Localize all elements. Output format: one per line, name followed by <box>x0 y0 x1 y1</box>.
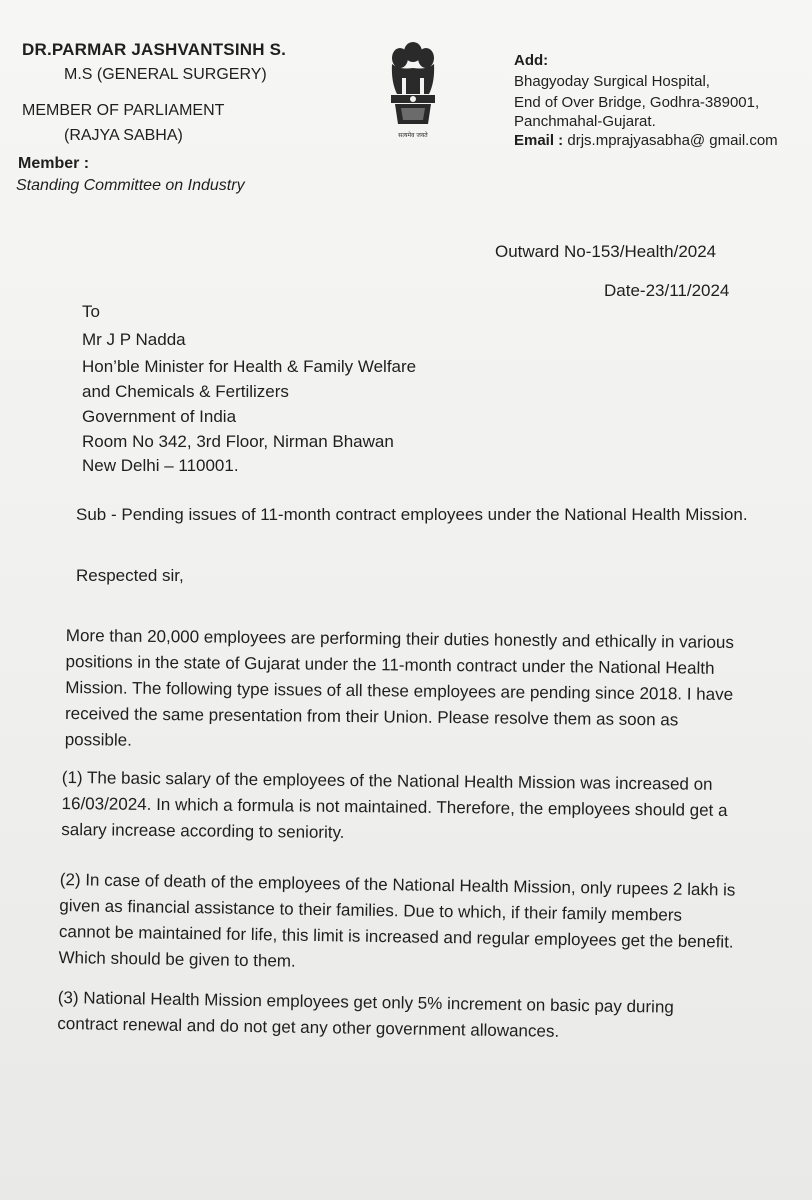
email-address: drjs.mprajyasabha@ gmail.com <box>567 132 778 149</box>
recipient-line: Hon’ble Minister for Health & Family Welfare <box>82 357 417 376</box>
member-label: Member : <box>18 155 90 172</box>
emblem-motto: सत्यमेव जयते <box>398 132 428 139</box>
sender-house: (RAJYA SABHA) <box>64 127 183 144</box>
recipient-line: Room No 342, 3rd Floor, Nirman Bhawan <box>82 432 394 451</box>
salutation: Respected sir, <box>76 566 184 585</box>
to-label: To <box>82 302 100 321</box>
intro-paragraph: More than 20,000 employees are performing their duties honestly and ethically in various positions in the state of Gujarat under the 11-month contract under the National Health Mission. The following type issues of all these employees are pending since 2018. I have received the same presentation from their Union. Please resolve them as soon as possible. <box>64 625 735 750</box>
sender-name: DR.PARMAR JASHVANTSINH S. <box>22 40 287 59</box>
recipient-line: and Chemicals & Fertilizers <box>82 382 289 401</box>
point-paragraph: (2) In case of death of the employees of the National Health Mission, only rupees 2 lakh is given as financial assistance to their families. Due to which, if their family members cannot be maintained for life, this limit is increased and regular employees get the benefit. Which should be given to them. <box>58 869 736 971</box>
recipient-line: New Delhi – 110001. <box>82 456 239 475</box>
email-label: Email : <box>514 132 564 149</box>
address-label: Add: <box>514 52 549 69</box>
address-line-3: Panchmahal-Gujarat. <box>514 113 656 130</box>
address-line-1: Bhagyoday Surgical Hospital, <box>514 73 710 90</box>
email-line <box>514 132 778 149</box>
address-line-2: End of Over Bridge, Godhra-389001, <box>514 94 760 111</box>
recipient-line: Mr J P Nadda <box>82 330 186 349</box>
sender-qualification: M.S (GENERAL SURGERY) <box>64 66 267 83</box>
point-paragraph: (3) National Health Mission employees get only 5% increment on basic pay during contract renewal and do not get any other government allowances. <box>57 987 674 1041</box>
sender-designation: MEMBER OF PARLIAMENT <box>22 102 225 119</box>
recipient-line: Government of India <box>82 407 237 426</box>
subject-line: Sub - Pending issues of 11-month contract employees under the National Health Mission. <box>76 505 748 524</box>
letter-date: Date-23/11/2024 <box>604 281 730 300</box>
national-emblem-icon <box>383 38 443 148</box>
outward-number: Outward No-153/Health/2024 <box>495 242 717 261</box>
committee-name: Standing Committee on Industry <box>16 177 245 194</box>
point-paragraph: (1) The basic salary of the employees of the National Health Mission was increased on 16/03/2024. In which a formula is not maintained. Therefore, the employees should get a salary increase according to seniority. <box>61 767 728 842</box>
